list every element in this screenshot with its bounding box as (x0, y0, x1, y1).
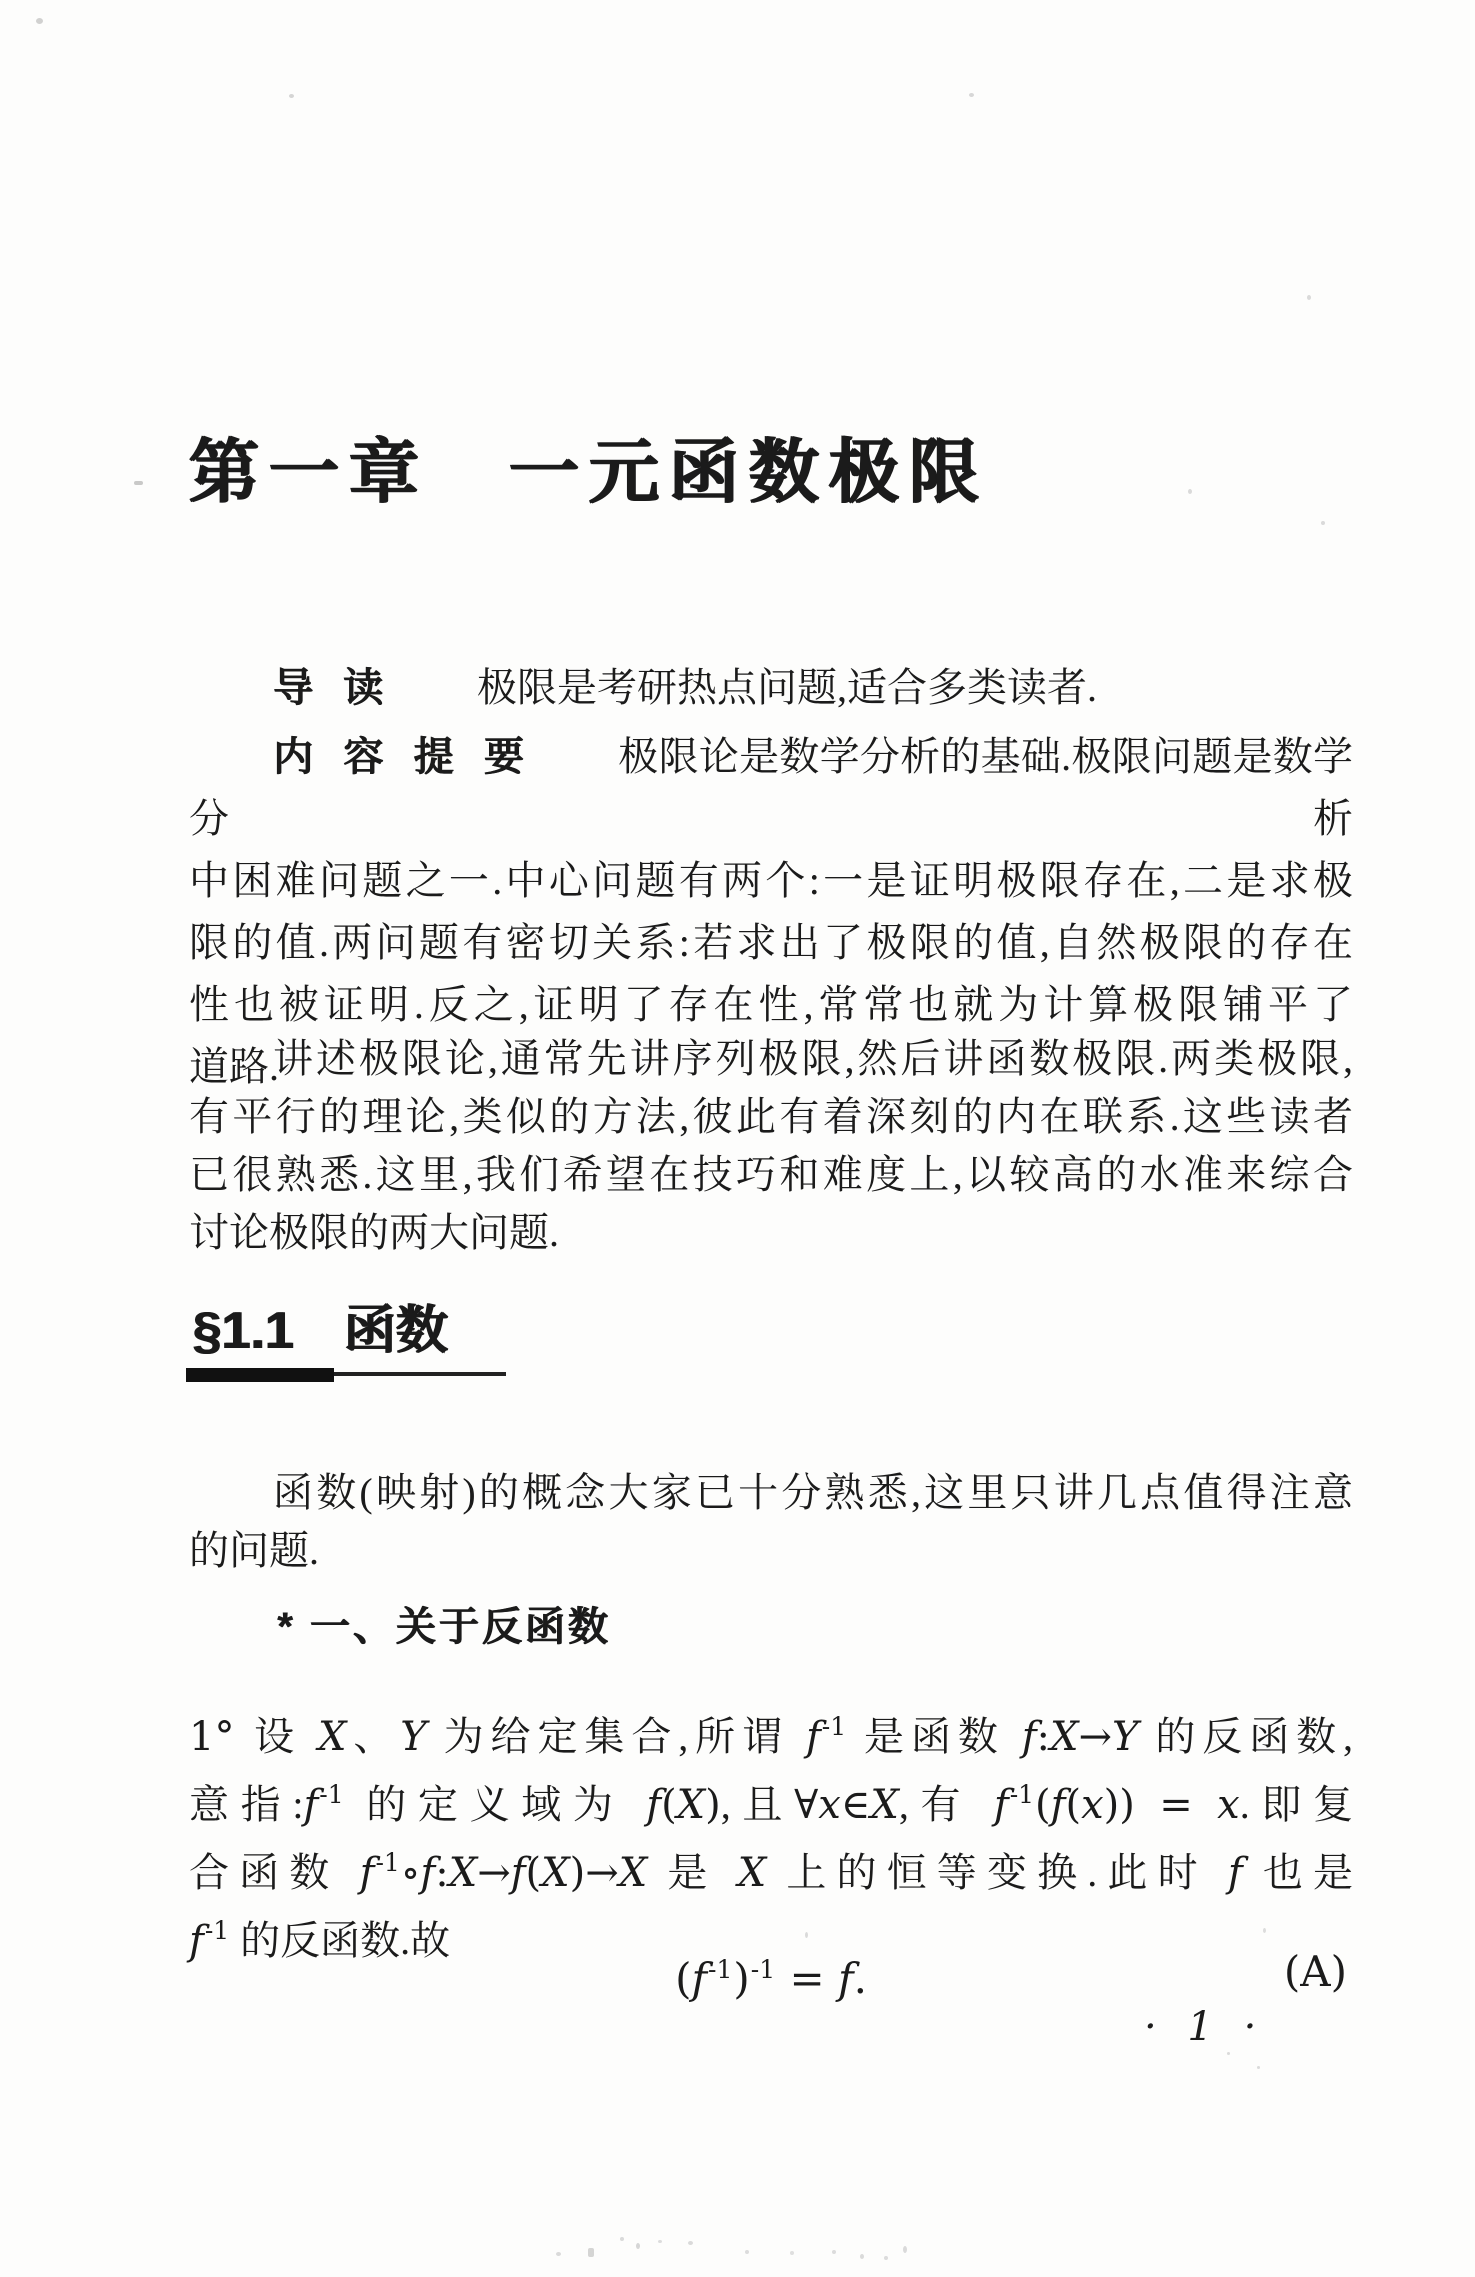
summary-label: 内容提要 (273, 735, 555, 779)
scan-speck (1188, 489, 1192, 494)
section-title (192, 1302, 447, 1360)
section-name: 函数 (343, 1302, 448, 1360)
scan-speck (1257, 2066, 1260, 2069)
scan-speck (790, 2251, 794, 2255)
scan-speck (1227, 2052, 1230, 2055)
lead-label: 导读 (273, 666, 413, 710)
scan-speck (745, 2250, 749, 2254)
lead-text: 极限是考研热点问题,适合多类读者. (477, 665, 1097, 710)
scan-speck (884, 2256, 888, 2260)
text-line: 合函数 $f^{-1}\circ f:X\to f(X)\to X$ 是 X 上的恒等变换.此时 f 也是 (189, 1848, 1354, 1896)
scan-speck (903, 2246, 907, 2253)
scan-speck (832, 2250, 836, 2254)
text-line: 中困难问题之一.中心问题有两个:一是证明极限存在,二是求极 (189, 858, 1353, 903)
scan-speck (134, 481, 143, 485)
body-paragraph (189, 1464, 1353, 1580)
underline-thick (186, 1368, 334, 1382)
text-line: 讲述极限论,通常先讲序列极限,然后讲函数极限.两类极限, (273, 1036, 1353, 1081)
scan-speck (805, 1932, 808, 1938)
text-line: 函数(映射)的概念大家已十分熟悉,这里只讲几点值得注意 (273, 1470, 1353, 1515)
scan-speck (658, 2240, 662, 2243)
page-number: · 1 · (1144, 2004, 1266, 2050)
scan-speck (620, 2237, 624, 2241)
scan-speck (1307, 295, 1311, 300)
text-line: 道路. (189, 1044, 279, 1089)
scan-speck (636, 2243, 640, 2249)
text-line: 意指$:f^{-1}$ 的定义域为 f(X),且∀x∈X,有 $f^{-1}(f(x)) = x$.即复 (189, 1780, 1354, 1828)
body-paragraph (189, 1030, 1353, 1262)
scan-speck (556, 2252, 561, 2256)
text-line (189, 726, 1353, 850)
text-line: 讨论极限的两大问题. (189, 1210, 559, 1255)
scan-speck (860, 2254, 864, 2259)
line-text: 极限论是数学分析的基础.极限问题是数学分析 (189, 734, 1354, 841)
text-line (189, 662, 1353, 714)
scan-speck (688, 2241, 693, 2245)
equation-tag: (A) (1283, 1947, 1347, 1996)
display-formula-row (189, 1944, 1353, 2006)
section-number: §1.1 (192, 1302, 294, 1360)
scan-speck (969, 93, 974, 97)
text-line: 性也被证明.反之,证明了存在性,常常也就为计算极限铺平了 (189, 982, 1353, 1027)
text-line: 限的值.两问题有密切关系:若求出了极限的值,自然极限的存在 (189, 920, 1353, 965)
scan-speck (1263, 1928, 1266, 1933)
text-line: 1° 设 X、Y 为给定集合,所谓 $f^{-1}$ 是函数 f:X→Y 的反函数, (189, 1712, 1354, 1760)
text-line: $f^{-1}$ 的反函数.故 (189, 1916, 451, 1964)
scan-speck (289, 94, 294, 98)
chapter-title: 第一章 一元函数极限 (188, 433, 988, 511)
scan-speck (588, 2248, 594, 2257)
text-line: 有平行的理论,类似的方法,彼此有着深刻的内在联系.这些读者 (189, 1094, 1353, 1139)
scan-speck (1321, 521, 1325, 525)
text-line: 的问题. (189, 1528, 319, 1573)
text-line: 已很熟悉.这里,我们希望在技巧和难度上,以较高的水准来综合 (189, 1152, 1353, 1197)
lead-paragraph (189, 662, 1353, 714)
scan-speck (36, 18, 43, 24)
subsection-heading: * 一、关于反函数 (277, 1605, 611, 1649)
section-title-wrap (192, 1302, 447, 1360)
formula-inverse-of-inverse: $(f^{-1})^{-1} = f$. (675, 1954, 867, 2003)
math-paragraph (189, 1698, 1353, 1970)
